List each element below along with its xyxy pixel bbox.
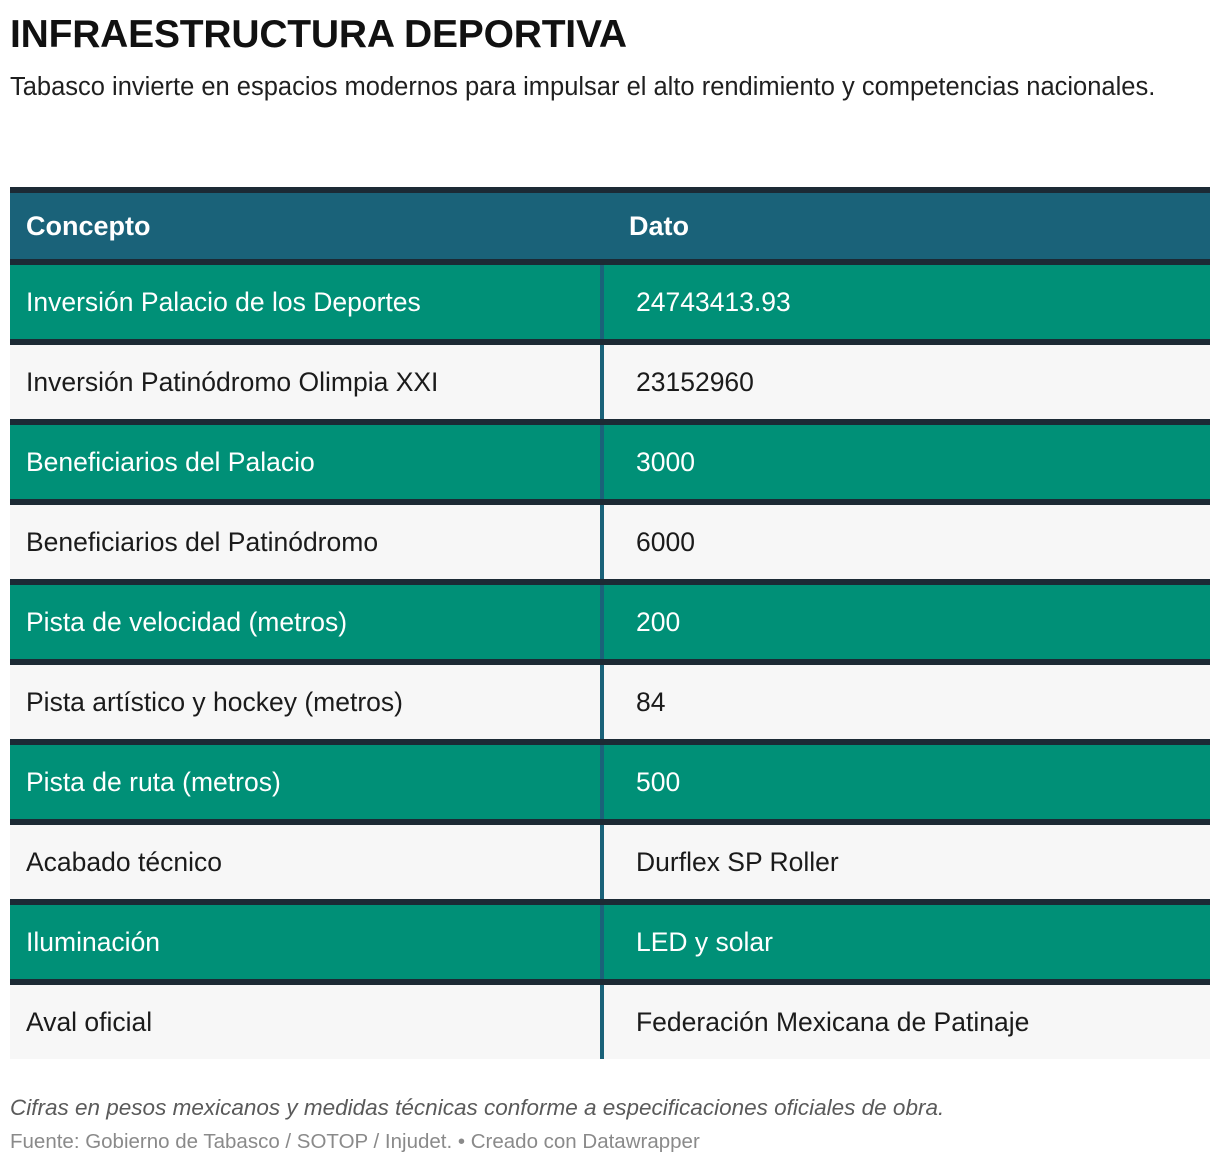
table-row	[10, 665, 1210, 745]
footnote: Cifras en pesos mexicanos y medidas técnicas conforme a especificaciones oficiales de obra.	[10, 1095, 945, 1120]
table-body	[10, 265, 1210, 1059]
cell-concepto: Pista de velocidad (metros)	[10, 585, 604, 659]
cell-dato: LED y solar	[636, 926, 773, 957]
cell-concepto: Beneficiarios del Palacio	[10, 425, 604, 499]
table-row	[10, 585, 1210, 665]
table-header	[10, 193, 1210, 265]
table-row	[10, 745, 1210, 825]
table-row	[10, 985, 1210, 1059]
cell-concepto: Beneficiarios del Patinódromo	[10, 505, 604, 579]
cell-concepto: Acabado técnico	[10, 825, 604, 899]
cell-concepto: Pista de ruta (metros)	[10, 745, 604, 819]
cell-dato: Durflex SP Roller	[636, 846, 839, 877]
cell-dato: Federación Mexicana de Patinaje	[636, 1006, 1030, 1037]
chart-title: INFRAESTRUCTURA DEPORTIVA	[10, 13, 627, 56]
cell-dato: 84	[636, 686, 666, 717]
table-row	[10, 905, 1210, 985]
table-row	[10, 425, 1210, 505]
table-row	[10, 265, 1210, 345]
cell-dato: 3000	[636, 446, 695, 477]
cell-concepto: Inversión Palacio de los Deportes	[10, 265, 604, 339]
column-header-concepto[interactable]: Concepto	[26, 210, 151, 241]
table-row	[10, 505, 1210, 585]
cell-dato: 6000	[636, 526, 695, 557]
cell-dato: 500	[636, 766, 681, 797]
cell-dato: 200	[636, 606, 681, 637]
cell-dato: 24743413.93	[636, 286, 791, 317]
chart-container	[10, 0, 1210, 1153]
table-row	[10, 825, 1210, 905]
data-table	[10, 187, 1210, 1059]
cell-concepto: Pista artístico y hockey (metros)	[10, 665, 604, 739]
source-line: Fuente: Gobierno de Tabasco / SOTOP / Injudet. • Creado con Datawrapper	[10, 1130, 700, 1153]
cell-concepto: Aval oficial	[10, 985, 604, 1059]
cell-concepto: Inversión Patinódromo Olimpia XXI	[10, 345, 604, 419]
column-header-dato[interactable]: Dato	[629, 210, 689, 241]
cell-dato: 23152960	[636, 366, 754, 397]
chart-subtitle: Tabasco invierte en espacios modernos para impulsar el alto rendimiento y competencias nacionales.	[10, 73, 1156, 101]
chart-notes	[10, 1092, 1210, 1156]
table-row	[10, 345, 1210, 425]
cell-concepto: Iluminación	[10, 905, 604, 979]
